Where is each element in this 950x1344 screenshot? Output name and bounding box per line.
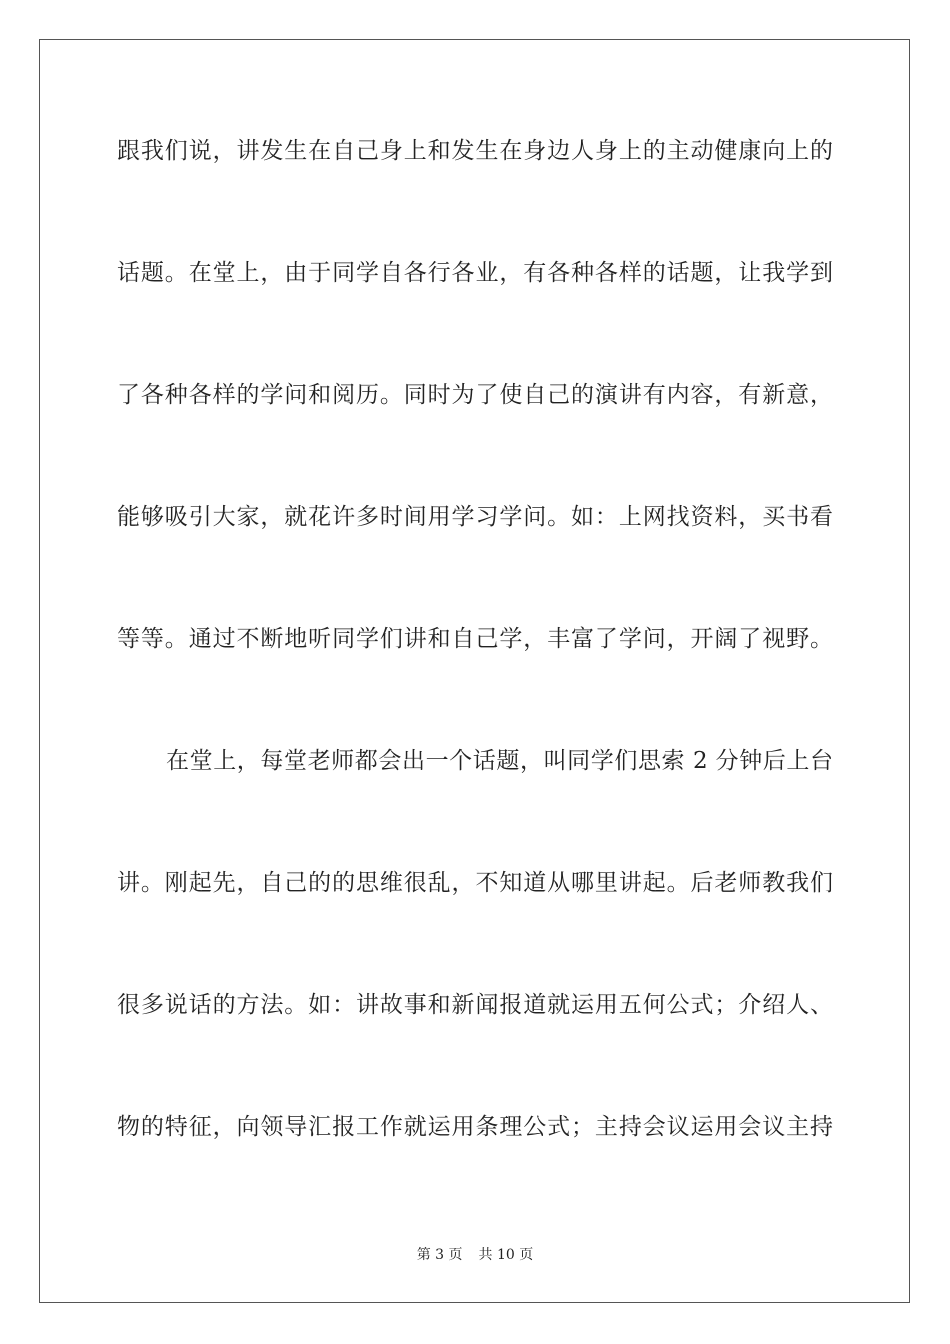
paragraph-line: 能够吸引大家，就花许多时间用学习学问。如：上网找资料，买书看 [117,504,833,530]
paragraph-line: 物的特征，向领导汇报工作就运用条理公式；主持会议运用会议主持 [117,1114,833,1140]
paragraph-line: 跟我们说，讲发生在自己身上和发生在身边人身上的主动健康向上的 [117,138,833,164]
paragraph-line: 话题。在堂上，由于同学自各行各业，有各种各样的话题，让我学到 [117,260,833,286]
paragraph-line: 在堂上，每堂老师都会出一个话题，叫同学们思索 2 分钟后上台 [166,748,833,774]
paragraph-line: 讲。刚起先，自己的的思维很乱，不知道从哪里讲起。后老师教我们 [117,870,833,896]
page-number: 第 3 页 [416,1247,463,1263]
paragraph-line: 等等。通过不断地听同学们讲和自己学，丰富了学问，开阔了视野。 [117,626,833,652]
page-footer [0,1245,950,1265]
paragraph-line: 了各种各样的学问和阅历。同时为了使自己的演讲有内容，有新意， [117,382,833,408]
page-total: 共 10 页 [478,1247,534,1263]
paragraph-line: 很多说话的方法。如：讲故事和新闻报道就运用五何公式；介绍人、 [117,992,833,1018]
